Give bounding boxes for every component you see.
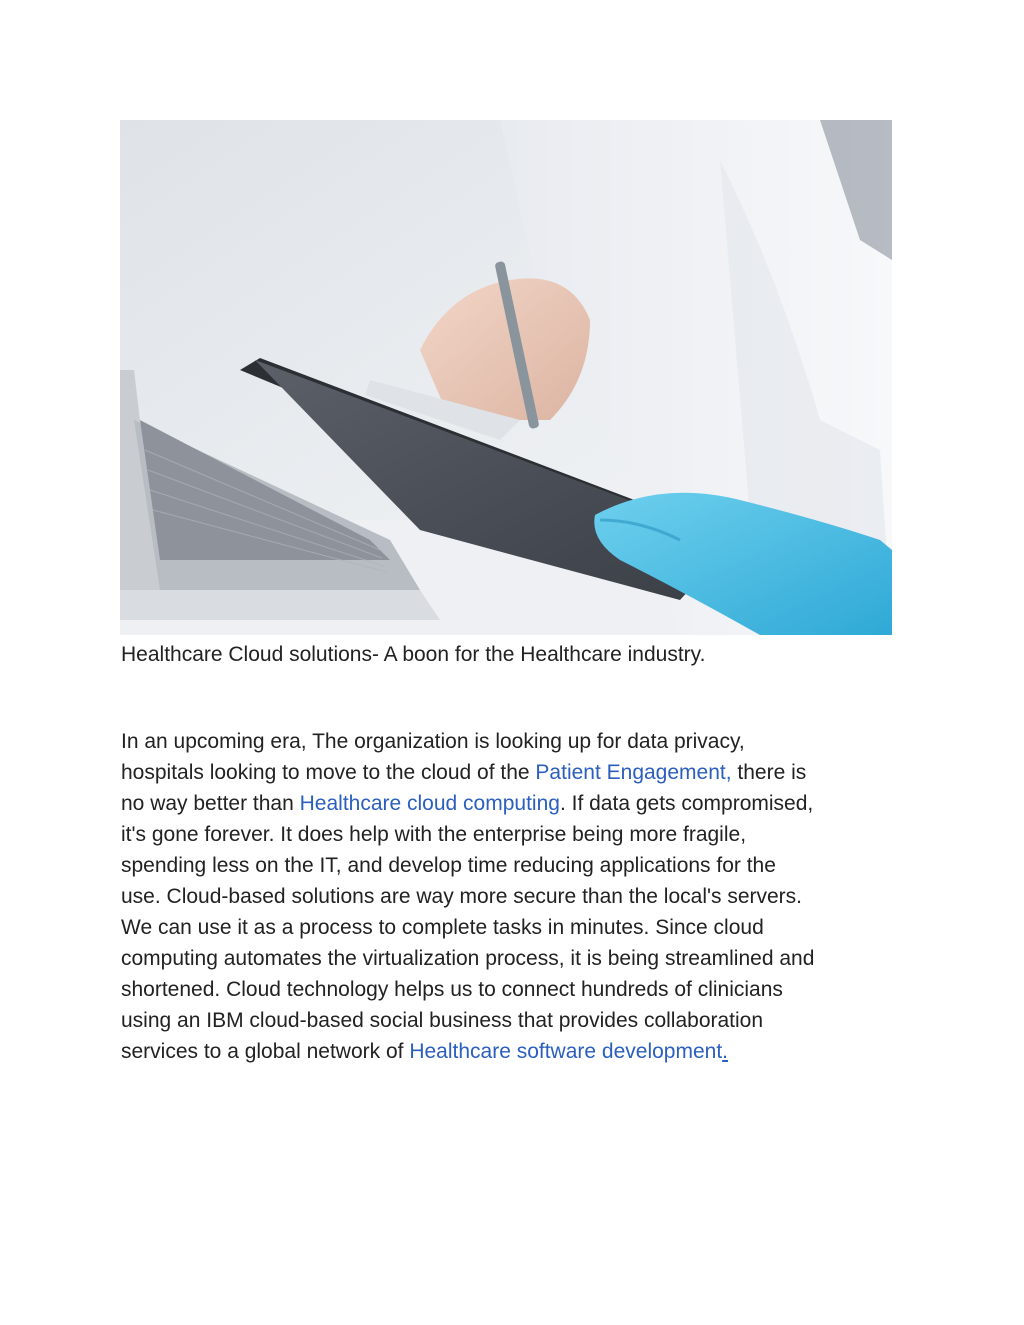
paragraph-line: We can use it as a process to complete tasks in minutes. Since cloud [121, 916, 764, 939]
link-period[interactable]: . [722, 1040, 728, 1063]
text-run: hospitals looking to move to the cloud of the [121, 761, 536, 784]
text-run: . If data gets compromised, [559, 792, 814, 815]
text-run: there is [731, 761, 807, 784]
paragraph-line [121, 1036, 911, 1067]
doctor-clipboard-photo [120, 120, 892, 635]
patient-engagement-link[interactable]: Patient Engagement, [535, 761, 732, 784]
paragraph-line: it's gone forever. It does help with the enterprise being more fragile, [121, 823, 747, 846]
paragraph-line: use. Cloud-based solutions are way more secure than the local's servers. [121, 885, 803, 908]
text-run: no way better than [121, 792, 300, 815]
paragraph-line: spending less on the IT, and develop time reducing applications for the [121, 854, 776, 877]
paragraph-line [121, 788, 911, 819]
photo-illustration [120, 120, 892, 635]
paragraph-line [121, 757, 911, 788]
paragraph-line: In an upcoming era, The organization is looking up for data privacy, [121, 730, 745, 753]
paragraph-line: shortened. Cloud technology helps us to connect hundreds of clinicians [121, 978, 783, 1001]
article-paragraph [121, 726, 911, 1067]
text-run: services to a global network of [121, 1040, 410, 1063]
healthcare-software-development-link[interactable]: Healthcare software development [409, 1040, 723, 1063]
image-caption: Healthcare Cloud solutions- A boon for the Healthcare industry. [121, 643, 706, 666]
paragraph-line: using an IBM cloud-based social business that provides collaboration [121, 1009, 764, 1032]
paragraph-line: computing automates the virtualization process, it is being streamlined and [121, 947, 815, 970]
healthcare-cloud-computing-link[interactable]: Healthcare cloud computing [299, 792, 560, 815]
